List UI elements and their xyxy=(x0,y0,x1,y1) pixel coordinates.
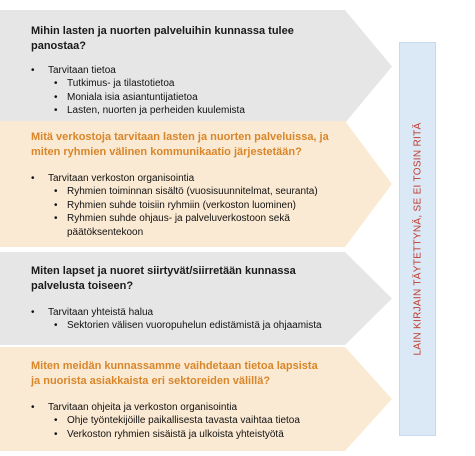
block-3-bullet: • Tarvitaan yhteistä halua • Sektorien välisen vuoropuhelun edistämistä ja ohjaamista xyxy=(31,306,351,333)
block-4-question: Miten meidän kunnassamme vaihdetaan tietoa lapsista ja nuorista asiakkaista eri sektoreiden välillä? xyxy=(31,360,318,387)
block-4-subitem: • Verkoston ryhmien sisäistä ja ulkoista yhteistyötä xyxy=(48,428,351,442)
block-3-question: Miten lapset ja nuoret siirtyvät/siirretään kunnassa palvelusta toiseen? xyxy=(31,265,296,292)
block-2-bullet: • Tarvitaan verkoston organisointia • Ryhmien toiminnan sisältö (vuosisuunnitelmat, seuranta) • Ryhmien suhde toisiin ryhmiin (verkoston luominen) • Ryhmien suhde ohjaus- ja palveluverkostoon sekä päätöksentekoon xyxy=(31,172,351,239)
block-1 xyxy=(0,10,392,123)
block-1-question: Mihin lasten ja nuorten palveluihin kunnassa tulee panostaa? xyxy=(31,25,294,52)
block-2-subitem: • Ryhmien suhde ohjaus- ja palveluverkostoon sekä päätöksentekoon xyxy=(48,212,307,239)
block-4 xyxy=(0,347,392,451)
block-4-bullet: • Tarvitaan ohjeita ja verkoston organisointia • Ohje työntekijöille paikallisesta tavasta vaihtaa tietoa • Verkoston ryhmien sisäistä ja ulkoista yhteistyötä xyxy=(31,401,351,441)
block-2 xyxy=(0,121,392,247)
vertical-sidebar-box xyxy=(399,42,436,436)
block-1-subitem: • Moniala isia asiantuntijatietoa xyxy=(48,91,351,105)
block-1-subitem: • Lasten, nuorten ja perheiden kuulemista xyxy=(48,104,351,118)
block-3 xyxy=(0,252,392,345)
block-2-subitem: • Ryhmien toiminnan sisältö (vuosisuunnitelmat, seuranta) xyxy=(48,185,351,199)
block-3-subitem: • Sektorien välisen vuoropuhelun edistämistä ja ohjaamista xyxy=(48,319,351,333)
block-1-subitem: • Tutkimus- ja tilastotietoa xyxy=(48,77,351,91)
block-4-subitem: • Ohje työntekijöille paikallisesta tavasta vaihtaa tietoa xyxy=(48,414,351,428)
block-2-question: Mitä verkostoja tarvitaan lasten ja nuorten palveluissa, ja miten ryhmien välinen kommunikaatio järjestetään? xyxy=(31,131,329,158)
block-2-subitem: • Ryhmien suhde toisiin ryhmiin (verkoston luominen) xyxy=(48,199,351,213)
sidebar-label: LAIN KIRJAIN TÄYTETTYNÄ, SE EI TOSIN RITÄ xyxy=(412,122,423,356)
block-1-bullet: • Tarvitaan tietoa • Tutkimus- ja tilastotietoa • Moniala isia asiantuntijatietoa • Lasten, nuorten ja perheiden kuulemista xyxy=(31,64,351,118)
